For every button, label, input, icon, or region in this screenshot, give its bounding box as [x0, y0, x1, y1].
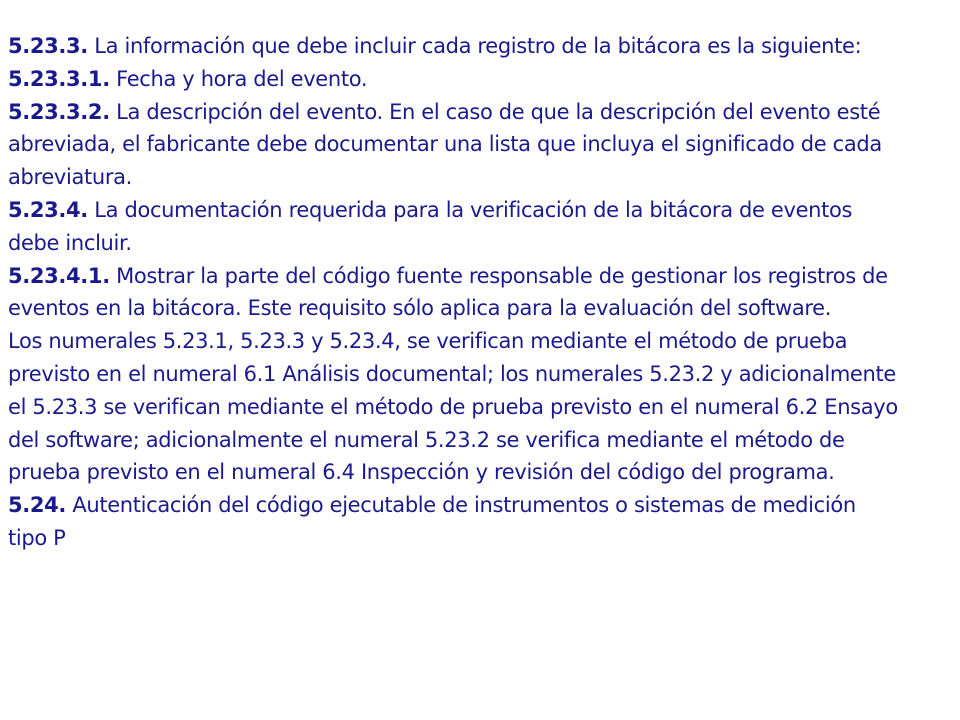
section-number: 5.23.3.1.: [8, 66, 110, 91]
paragraph-text: La descripción del evento. En el caso de que la descripción del evento esté abreviada, el fabricante debe documentar una lista que incluya el significado de cada abreviatura.: [8, 99, 882, 190]
section-number: 5.23.4.1.: [8, 263, 110, 288]
section-number: 5.24.: [8, 493, 67, 518]
section-number: 5.23.4.: [8, 197, 88, 222]
paragraph-text: Los numerales 5.23.1, 5.23.3 y 5.23.4, se verifican mediante el método de prueba previsto en el numeral 6.1 Análisis documental; los numerales 5.23.2 y adicionalmente el 5.23.3 se verifican mediante el método de prueba previsto en el numeral 6.2 Ensayo del software; adicionalmente el numeral 5.23.2 se verifica mediante el método de prueba previsto en el numeral 6.4 Inspección y revisión del código del programa.: [8, 329, 898, 485]
paragraph-verification-note: [8, 325, 900, 489]
paragraph-text: Fecha y hora del evento.: [116, 66, 368, 91]
section-number: 5.23.3.: [8, 34, 88, 58]
paragraph-5-23-4: [8, 194, 900, 260]
paragraph-text: Autenticación del código ejecutable de instrumentos o sistemas de medición tipo P: [8, 493, 856, 550]
text-body: [8, 30, 900, 555]
paragraph-5-23-3: [8, 30, 900, 63]
paragraph-5-23-3-2: [8, 96, 900, 194]
paragraph-5-23-4-1: [8, 260, 900, 326]
paragraph-text: Mostrar la parte del código fuente responsable de gestionar los registros de eventos en la bitácora. Este requisito sólo aplica para la evaluación del software.: [8, 263, 888, 321]
paragraph-text: La documentación requerida para la verificación de la bitácora de eventos debe incluir.: [8, 197, 853, 255]
paragraph-5-24: [8, 489, 900, 555]
paragraph-text: La información que debe incluir cada registro de la bitácora es la siguiente:: [94, 34, 862, 58]
section-number: 5.23.3.2.: [8, 99, 110, 124]
paragraph-5-23-3-1: [8, 63, 900, 96]
